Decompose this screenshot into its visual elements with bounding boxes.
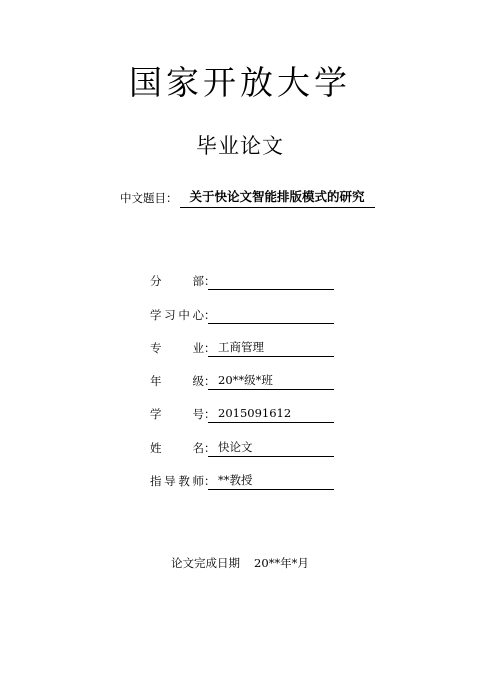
field-row-division: 分 部 ：	[150, 257, 334, 290]
field-label: 姓 名	[150, 440, 204, 455]
title-row	[120, 186, 375, 208]
field-label: 分 部	[150, 274, 204, 289]
field-label: 专 业	[150, 340, 204, 355]
university-name: 国家开放大学	[129, 63, 351, 102]
field-row-learning-center: 学 习 中 心 ：	[150, 290, 334, 323]
title-value: 关于快论文智能排版模式的研究	[180, 187, 375, 208]
completion-label: 论文完成日期	[171, 556, 241, 570]
field-row-major: 专 业 ： 工商管理	[150, 324, 334, 357]
field-value	[208, 271, 334, 290]
completion-date	[0, 554, 480, 572]
info-fields	[150, 257, 334, 490]
field-label: 年 级	[150, 374, 204, 389]
field-value: 工商管理	[208, 338, 334, 357]
field-row-advisor: 指 导 教 师 ： **教授	[150, 457, 334, 490]
field-label: 指 导 教 师	[150, 474, 204, 489]
field-value: 20**级*班	[208, 371, 334, 390]
field-label: 学 号	[150, 407, 204, 422]
field-row-student-id: 学 号 ： 2015091612	[150, 390, 334, 423]
title-label: 中文题目：	[120, 191, 178, 205]
field-row-name: 姓 名 ： 快论文	[150, 423, 334, 456]
field-value: 2015091612	[208, 404, 334, 423]
field-value: **教授	[208, 471, 334, 490]
field-value: 快论文	[208, 438, 334, 457]
field-row-grade: 年 级 ： 20**级*班	[150, 357, 334, 390]
thesis-type: 毕业论文	[196, 134, 284, 158]
field-value	[208, 305, 334, 324]
field-label: 学 习 中 心	[150, 307, 204, 322]
completion-value: 20**年*月	[254, 556, 309, 570]
